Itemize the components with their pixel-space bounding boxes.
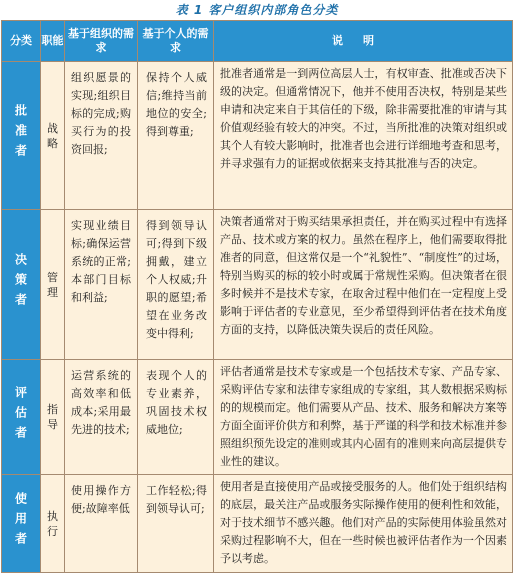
category-cell (2, 210, 41, 360)
table-row (2, 210, 513, 360)
header-row (2, 21, 513, 62)
category-cell (2, 62, 41, 210)
header-personal-needs: 基于个人的需求 (138, 21, 214, 62)
category-label: 使用者 (13, 492, 28, 552)
org-needs-cell: 实现业绩目标;确保运营系统的正常;本部门目标和利益; (65, 210, 138, 360)
role-classification-table (1, 20, 513, 573)
header-function: 职能 (41, 21, 65, 62)
personal-needs-cell: 得到领导认可;得到下级拥戴，建立个人权威;升职的愿望;希望在业务改变中得利; (138, 210, 214, 360)
header-category: 分类 (2, 21, 41, 62)
description-cell: 评估者通常是技术专家或是一个包括技术专家、产品专家、采购评估专家和法律专家组成的专家组，其人数根据采购标的的规模而定。他们需要从产品、技术、服务和解决方案等方面全面评价供方和利弊，基于严谨的科学和技术标准并参照组织预先设定的准则或其内心固有的准则来向高层提供专业性的建议。 (214, 360, 513, 475)
table-caption: 表 1 客户组织内部角色分类 (175, 3, 339, 17)
function-cell (41, 475, 65, 573)
function-cell (41, 62, 65, 210)
function-label: 管理 (47, 270, 58, 299)
category-cell (2, 475, 41, 573)
description-cell: 使用者是直接使用产品或接受服务的人。他们处于组织结构的底层，最关注产品或服务实际操作使用的便利性和效能，对于技术细节不感兴趣。他们对产品的实际使用体验虽然对采购过程影响不大，但在一些时候也被评估者作为一个因素予以考虑。 (214, 475, 513, 573)
header-org-needs: 基于组织的需求 (65, 21, 138, 62)
header-description: 说明 (214, 21, 513, 62)
personal-needs-cell: 工作轻松;得到领导认可; (138, 475, 214, 573)
function-cell (41, 210, 65, 360)
org-needs-cell: 组织愿景的实现;组织目标的完成;购买行为的投资回报; (65, 62, 138, 210)
personal-needs-cell: 表现个人的专业素养，巩固技术权威地位; (138, 360, 214, 475)
org-needs-cell: 使用操作方便;故障率低 (65, 475, 138, 573)
category-label: 评估者 (13, 385, 28, 446)
category-cell (2, 360, 41, 475)
function-label: 战略 (47, 121, 58, 150)
org-needs-cell: 运营系统的高效率和低成本;采用最先进的技术; (65, 360, 138, 475)
category-label: 决策者 (13, 253, 28, 313)
table-row (2, 62, 513, 210)
function-cell (41, 360, 65, 475)
category-label: 批准者 (13, 104, 28, 164)
table-row (2, 360, 513, 475)
description-cell: 批准者通常是一到两位高层人士，有权审查、批准或否决下级的决定。但通常情况下，他并不使用否决权，特别是某些申请和决定来自于其信任的下级，除非需要批准的审请与其价值观经验有较大的冲突。不过，当所批准的决策对组织或其个人有较大影响时，批准者也会进行详细地考查和思考，并寻求强有力的证据或依据来支持其批准与否的决定。 (214, 62, 513, 210)
description-cell: 决策者通常对于购买结果承担责任，并在购买过程中有选择产品、技术或方案的权力。虽然在程序上，他们需要取得批准者的同意，但这常仅是一个“礼貌性”、“制度性”的过场，特别当购买的标的较小时或属于常规性采购。但决策者在很多时候并不是技术专家，在取舍过程中他们在一定程度上受影响于评估者的专业意见，至少希望得到评估者在技术角度方面的支持，以降低决策失误后的责任风险。 (214, 210, 513, 360)
table-row (2, 475, 513, 573)
function-label: 指导 (47, 403, 58, 431)
function-label: 执行 (47, 509, 58, 538)
personal-needs-cell: 保持个人威信;维持当前地位的安全;得到尊重; (138, 62, 214, 210)
